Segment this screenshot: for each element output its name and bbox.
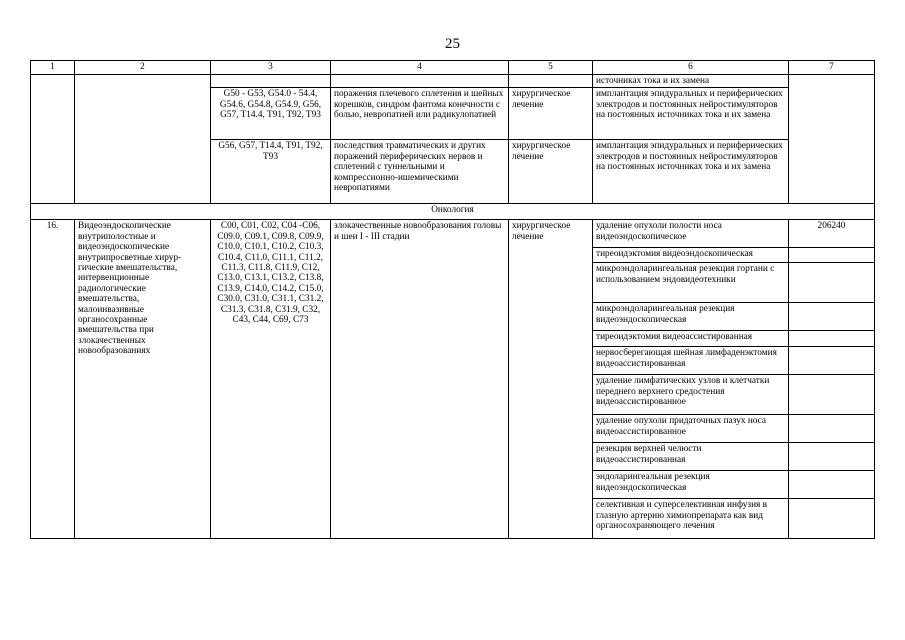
method-cell: удаление опухоли полости носа видеоэндоскопическое: [593, 220, 789, 248]
section-row: [31, 204, 875, 220]
method-cell: микроэндоларингеальная резекция видеоэндоскопическая: [593, 303, 789, 331]
method-cell: эндоларингеальная резекция видеоэндоскопическая: [593, 471, 789, 499]
treatment-type-cell: хирургическое лечение: [509, 220, 593, 539]
column-header: 6: [593, 61, 789, 75]
cost-cell: 206240: [789, 220, 875, 248]
column-header: 5: [509, 61, 593, 75]
method-cell: источниках тока и их замена: [593, 75, 789, 88]
empty-cell: [789, 248, 875, 263]
empty-cell: [789, 415, 875, 443]
empty-cell: [789, 499, 875, 539]
empty-cell: [789, 263, 875, 303]
empty-cell: [789, 443, 875, 471]
patient-model-cell: злокачественные новообразования головы и шеи I - III стадии: [331, 220, 509, 539]
empty-cell: [789, 375, 875, 415]
method-cell: имплантация эпидуральных и периферических электродов и постоянных нейростимуляторов на постоянных источниках тока и их замена: [593, 140, 789, 204]
empty-cell: [331, 75, 509, 88]
empty-cell: [789, 303, 875, 331]
method-cell: нервосберегающая шейная лимфаденэктомия видеоассистированная: [593, 347, 789, 375]
method-cell: селективная и суперселективная инфузия в глазную артерию химиопрепарата как вид органосохраняющего лечения: [593, 499, 789, 539]
column-header: 1: [31, 61, 75, 75]
treatment-type-cell: хирургическое лечение: [509, 88, 593, 140]
method-cell: имплантация эпидуральных и периферических электродов и постоянных нейростимуляторов на постоянных источниках тока и их замена: [593, 88, 789, 140]
column-header: 2: [75, 61, 211, 75]
patient-model-cell: поражения плечевого сплетения и шейных корешков, синдром фантома конечности с болью, невропатией или радикулопатией: [331, 88, 509, 140]
empty-cell: [509, 75, 593, 88]
page-number: 25: [445, 36, 460, 52]
column-header: 4: [331, 61, 509, 75]
treatment-type-cell: хирургическое лечение: [509, 140, 593, 204]
table-row: [31, 220, 875, 248]
method-cell: удаление лимфатических узлов и клетчатки переднего верхнего средостения видеоассистированное: [593, 375, 789, 415]
method-cell: микроэндоларингеальная резекция гортани с использованием эндовидеотехники: [593, 263, 789, 303]
empty-cell: [31, 75, 75, 204]
column-header: 7: [789, 61, 875, 75]
icd-codes-cell: C00, C01, C02, C04 -C06, C09.0, C09.1, C09.8, C09.9, C10.0, C10.1, C10.2, C10.3, C10.4, C11.0, C11.1, C11.2, C11.3, C11.8, C11.9, C12, C13.0, C13.1, C13.2, C13.8, C13.9, C14.0, C14.2, C15.0, C30.0, C31.0, C31.1, C31.2, C31.3, C31.8, C31.9, C32, C43, C44, C69, C73: [211, 220, 331, 539]
services-table: [30, 60, 875, 539]
service-name-cell: Видеоэндоскопические внутриполостные и видеоэндоскопические внутрипросветные хирур-гические вмешательства, интервенционные радиологические вмешательства, малоинвазивные органосохранные вмешательства при злокачественных новообразованиях: [75, 220, 211, 539]
method-cell: тиреоидэктомия видеоассистированная: [593, 331, 789, 347]
empty-cell: [789, 347, 875, 375]
method-cell: резекция верхней челюсти видеоассистированная: [593, 443, 789, 471]
column-number-row: [31, 61, 875, 75]
icd-codes-cell: G50 - G53, G54.0 - 54.4, G54.6, G54.8, G54.9, G56, G57, T14.4, T91, T92, T93: [211, 88, 331, 140]
table-row: [31, 75, 875, 88]
method-cell: тиреоидэктомия видеоэндоскопическая: [593, 248, 789, 263]
section-title: Онкология: [31, 204, 875, 220]
empty-cell: [211, 75, 331, 88]
icd-codes-cell: G56, G57, T14.4, T91, T92, T93: [211, 140, 331, 204]
row-number-cell: 16.: [31, 220, 75, 539]
empty-cell: [75, 75, 211, 204]
column-header: 3: [211, 61, 331, 75]
method-cell: удаление опухоли придаточных пазух носа видеоассистированное: [593, 415, 789, 443]
empty-cell: [789, 331, 875, 347]
empty-cell: [789, 471, 875, 499]
patient-model-cell: последствия травматических и других поражений периферических нервов и сплетений с туннельными и компрессионно-ишемическими невропатиями: [331, 140, 509, 204]
empty-cell: [789, 75, 875, 204]
